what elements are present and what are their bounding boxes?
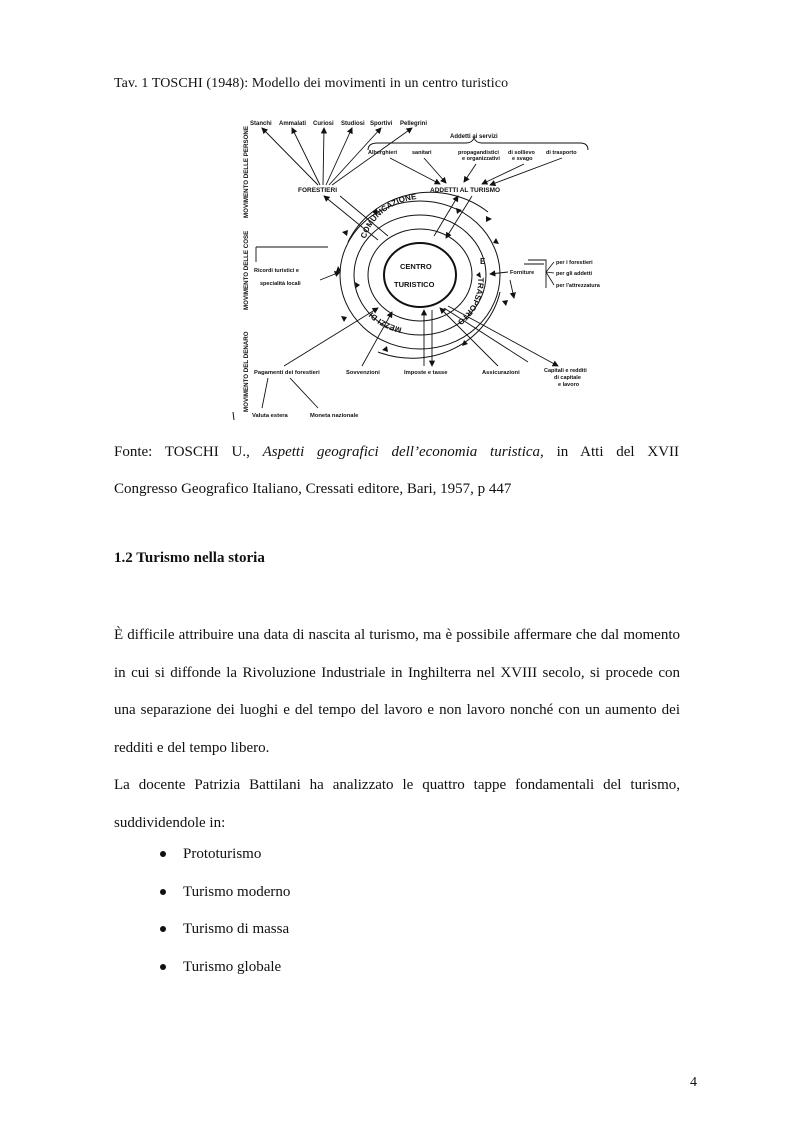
sovvenzioni-label: Sovvenzioni [346, 370, 380, 376]
ring-label-trasporto: TRASPORTO [455, 277, 486, 327]
forniture-item: per i forestieri [556, 260, 593, 266]
servizio-item: Alberghieri [368, 150, 398, 156]
imposte-label: Imposte e tasse [404, 370, 448, 376]
valuta-label: Valuta estera [252, 413, 288, 419]
source-title: Aspetti geografici dell’economia turistica [262, 444, 541, 460]
list-item-label: Turismo moderno [183, 883, 291, 900]
servizio-item: sanitari [412, 150, 432, 156]
figure-caption: Tav. 1 TOSCHI (1948): Modello dei movimenti in un centro turistico [114, 76, 509, 91]
ring-label-comunicazione: COMUNICAZIONE [358, 192, 417, 240]
addetti-turismo-label: ADDETTI AL TURISMO [430, 187, 501, 194]
list-item [160, 839, 290, 877]
list-item-label: Prototurismo [183, 846, 262, 862]
addetti-servizi-label: Addetti ai servizi [450, 134, 498, 140]
list-item-label: Turismo globale [183, 959, 282, 976]
source-prefix: Fonte: TOSCHI U., [114, 444, 263, 460]
bullet-icon [160, 926, 166, 932]
forniture-item: per l'attrezzatura [556, 283, 600, 289]
side-label-denaro: MOVIMENTO DEL DENARO [243, 331, 250, 412]
moneta-label: Moneta nazionale [310, 413, 359, 419]
side-label-cose: MOVIMENTO DELLE COSE [243, 230, 250, 310]
body-text [114, 617, 680, 842]
ring-label-e: E [480, 257, 486, 266]
servizio-item: propagandistici [458, 150, 499, 156]
list-item-label: Turismo di massa [183, 921, 290, 938]
capitali-line: Capitali e redditi [544, 368, 587, 374]
assicurazioni-label: Assicurazioni [482, 370, 520, 376]
paragraph: È difficile attribuire una data di nascita al turismo, ma è possibile affermare che dal momento in cui si diffonde la Rivoluzione Industriale in Inghilterra nel XVIII secolo, si procede con una separazione dei luoghi e del tempo del lavoro e non lavoro nonché con un aumento dei redditi e del tempo libero. [114, 627, 680, 756]
people-category: Sportivi [370, 121, 393, 127]
servizio-item: e svago [512, 156, 533, 162]
side-label-persone: MOVIMENTO DELLE PERSONE [243, 125, 250, 218]
people-category: Pellegrini [400, 121, 428, 127]
page-number: 4 [690, 1075, 697, 1090]
list-item [160, 914, 290, 952]
forniture-item: per gli addetti [556, 271, 593, 277]
centro-turistico-circle [384, 243, 456, 307]
people-category: Studiosi [341, 121, 365, 127]
bullet-list [160, 839, 290, 990]
bullet-icon [160, 889, 166, 895]
source-line2: Congresso Geografico Italiano, Cressati editore, Bari, 1957, p 447 [114, 481, 512, 497]
list-item [160, 877, 290, 915]
pagamenti-label: Pagamenti dei forestieri [254, 370, 320, 376]
servizio-item: di trasporto [546, 150, 577, 156]
source-suffix: , in Atti del XVII [540, 444, 680, 460]
people-category: Ammalati [279, 121, 307, 127]
people-category: Curiosi [313, 121, 334, 127]
figure-source [114, 434, 679, 508]
bullet-icon [160, 964, 166, 970]
ricordi-label-line1: Ricordi turistici e [254, 268, 299, 274]
people-categories [250, 121, 427, 127]
bullet-icon [160, 851, 166, 857]
list-item [160, 952, 290, 990]
toschi-model-diagram [228, 112, 620, 424]
paragraph: La docente Patrizia Battilani ha analizzato le quattro tappe fondamentali del turismo, suddividendole in: [114, 777, 680, 831]
people-category: Stanchi [250, 121, 272, 127]
capitali-line: e lavoro [558, 382, 580, 388]
capitali-line: di capitale [554, 375, 581, 381]
center-label-line2: TURISTICO [394, 280, 435, 289]
center-label-line1: CENTRO [400, 262, 432, 271]
ring-label-mezzi: MEZZI DI [367, 310, 403, 335]
servizio-item: e organizzativi [462, 156, 500, 162]
forestieri-label: FORESTIERI [298, 187, 338, 194]
ricordi-label-line2: specialità locali [260, 281, 301, 287]
section-heading: 1.2 Turismo nella storia [114, 550, 265, 566]
source-line1 [114, 434, 679, 471]
forniture-label: Forniture [510, 270, 535, 276]
servizio-item: di sollievo [508, 150, 535, 156]
